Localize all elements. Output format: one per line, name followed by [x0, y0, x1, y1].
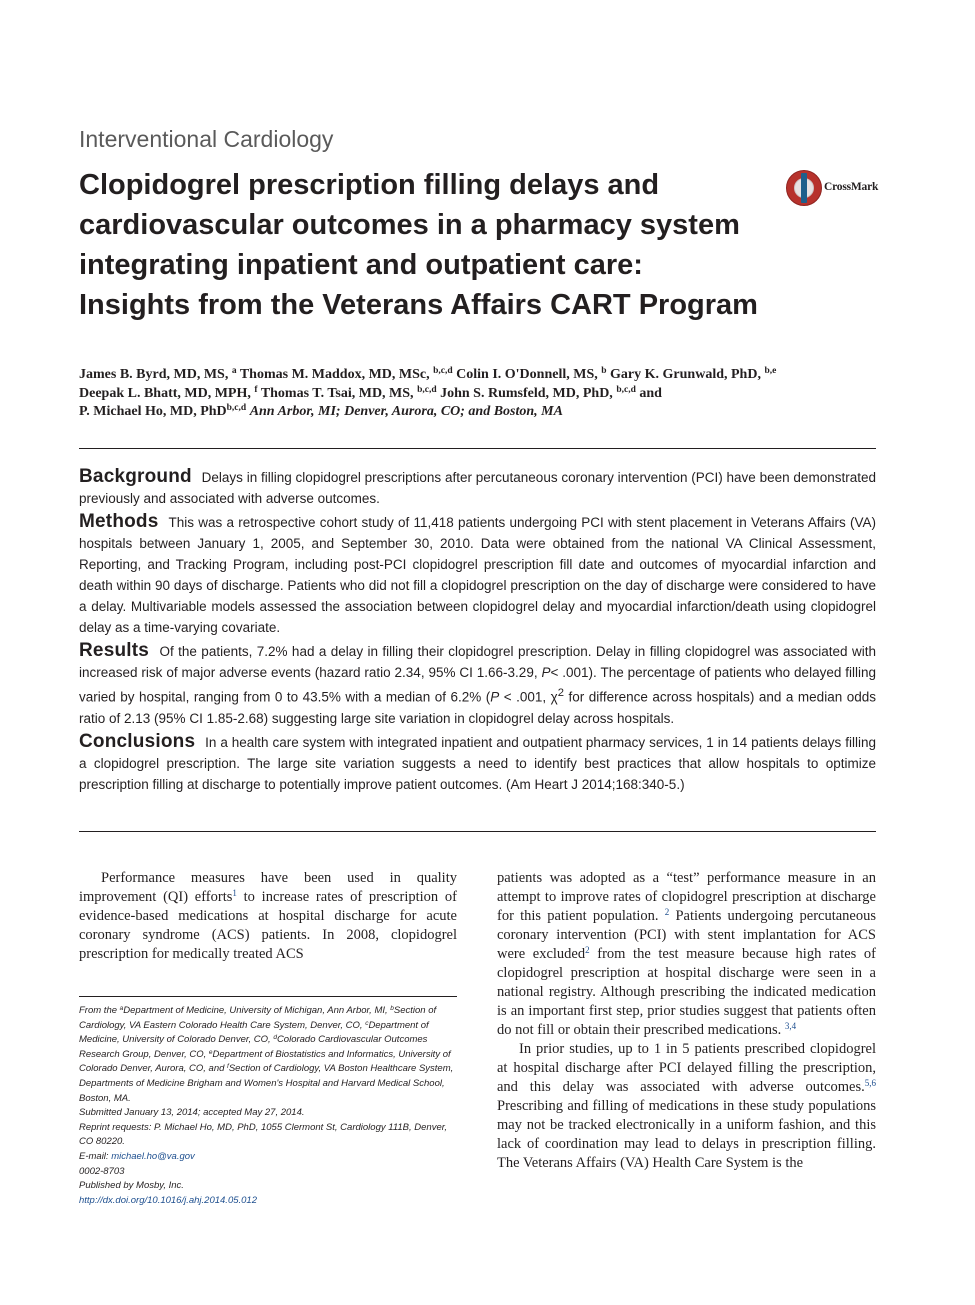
- article-title: Clopidogrel prescription filling delays and cardiovascular outcomes in a pharmacy system integrating inpatient and outpatient care: Insights from the Veterans Affairs CART Program: [79, 169, 758, 321]
- body-right-column: [497, 869, 876, 1173]
- body-text: In prior studies, up to 1 in 5 patients prescribed clopidogrel at hospital discharge after PCI delayed filling the prescription, and this delay was associated with adverse outcomes.: [497, 1041, 876, 1095]
- author-affiliation-mark: b: [601, 366, 607, 376]
- crossmark-icon: [786, 170, 822, 206]
- abstract-text: Of the patients, 7.2% had a delay in filling their clopidogrel prescription. Delay in filling clopidogrel was associated with increased risk of major adverse events (hazard ratio 2.34, 95% CI 1.66-3.29,: [79, 644, 876, 680]
- author: P. Michael Ho, MD, PhD: [79, 404, 227, 419]
- doi-link[interactable]: http://dx.doi.org/10.1016/j.ahj.2014.05.012: [79, 1194, 257, 1206]
- footnote-text: Colorado Cardiovascular Outcomes Research Group, Denver, CO,: [79, 1034, 428, 1060]
- footnote-email: [79, 1150, 457, 1165]
- author-affiliation-mark: b,c,d: [616, 384, 636, 395]
- author-locations: Ann Arbor, MI; Denver, Aurora, CO; and Boston, MA: [249, 404, 563, 419]
- abstract-heading: Background: [79, 466, 192, 487]
- abstract-text: This was a retrospective cohort study of 11,418 patients undergoing PCI with stent placement in Veterans Affairs (VA) hospitals between January 1, 2005, and September 30, 2010. Data were obtained from the national VA Clinical Assessment, Reporting, and Tracking Program, including post-PCI clopidogrel prescription fill date and outcomes of myocardial infarction and death within 90 days of discharge. Patients who did not fill a clopidogrel prescription on the day of discharge were considered to have a delay. Multivariable models assessed the association between clopidogrel delay and myocardial infarction/death using clopidogrel delay as a time-varying covariate.: [79, 515, 876, 635]
- abstract-heading: Results: [79, 640, 150, 661]
- author: Colin I. O'Donnell, MS,: [456, 367, 598, 382]
- abstract-bottom-rule: [79, 831, 876, 832]
- author-affiliation-mark: a: [231, 366, 237, 376]
- author: Thomas T. Tsai, MD, MS,: [260, 385, 414, 401]
- abstract-text: Delays in filling clopidogrel prescriptions after percutaneous coronary intervention (PCI) have been demonstrated previously and associated with adverse outcomes.: [79, 470, 876, 506]
- section-label: Interventional Cardiology: [79, 126, 334, 152]
- author-affiliation-mark: b,c,d: [226, 403, 247, 413]
- abstract-results: [79, 640, 876, 729]
- abstract-superscript: 2: [557, 687, 565, 699]
- body-paragraph: [497, 1040, 876, 1173]
- citation-link[interactable]: 5,6: [864, 1078, 876, 1088]
- author-affiliation-mark: b,c,d: [417, 384, 437, 395]
- footnote-mark: f: [227, 1063, 229, 1071]
- footnote-submitted: Submitted January 13, 2014; accepted May 27, 2014.: [79, 1107, 305, 1119]
- body-text: Prescribing and filling of medications in these study populations may not be tracked electronically in a uniform fashion, and this lack of coordination may lead to delays in prescription filling. The Veterans Affairs (VA) Health Care System is the: [497, 1098, 876, 1171]
- footnote-mark: a: [119, 1005, 124, 1012]
- abstract-heading: Conclusions: [79, 730, 196, 752]
- body-text: to increase rates of prescription of evidence-based medications at hospital discharge for acute coronary syndrome (ACS) patients. In 2008, clopidogrel prescription for medically treated ACS: [79, 889, 457, 962]
- abstract-text: P: [541, 665, 551, 680]
- crossmark-label: CrossMark: [824, 181, 879, 193]
- body-left-column: [79, 869, 457, 964]
- footnote-issn: 0002-8703: [79, 1165, 125, 1177]
- footnote-text: From the: [79, 1005, 118, 1016]
- abstract-methods: [79, 511, 876, 638]
- footnote-affiliations: [79, 1004, 457, 1106]
- citation-link[interactable]: 2: [585, 945, 590, 955]
- email-link[interactable]: michael.ho@va.gov: [111, 1150, 195, 1162]
- footnote-rule: [79, 996, 457, 997]
- footnote-mark: e: [208, 1048, 213, 1056]
- abstract-top-rule: [79, 448, 876, 449]
- body-paragraph: [79, 869, 457, 964]
- author: Deepak L. Bhatt, MD, MPH,: [79, 385, 251, 401]
- footnote-text: Section of Cardiology, VA Eastern Colorado Health Care System, Denver, CO,: [79, 1005, 437, 1031]
- footnote-text: Department of Medicine, University of Colorado Denver, CO,: [79, 1019, 429, 1046]
- citation-link[interactable]: 1: [232, 888, 237, 898]
- abstract-heading: Methods: [79, 511, 159, 532]
- footnotes: [79, 1004, 457, 1208]
- abstract-conclusions: [79, 731, 876, 795]
- footnote-text: Department of Biostatistics and Informatics, University of Colorado Denver, Aurora, CO, and: [79, 1048, 451, 1075]
- abstract-background: [79, 466, 876, 509]
- footnote-mark: b: [390, 1005, 394, 1012]
- author-affiliation-mark: b,c,d: [433, 366, 453, 376]
- footnote-mark: c: [365, 1019, 369, 1027]
- footnote-reprint: Reprint requests: P. Michael Ho, MD, PhD, 1055 Clermont St, Cardiology 111B, Denver, CO 80220.: [79, 1121, 448, 1148]
- citation-link[interactable]: 3,4: [784, 1021, 797, 1031]
- crossmark-badge[interactable]: [786, 170, 886, 206]
- abstract-text: P: [490, 689, 500, 705]
- footnote-publisher: Published by Mosby, Inc.: [79, 1180, 184, 1192]
- author: Thomas M. Maddox, MD, MSc,: [239, 367, 430, 382]
- author: James B. Byrd, MD, MS,: [79, 367, 229, 382]
- body-text: Performance measures have been used in quality improvement (QI) efforts: [79, 870, 457, 905]
- body-text: patients was adopted as a “test” performance measure in an attempt to improve rates of clopidogrel prescription at discharge for this patient population.: [497, 870, 876, 924]
- footnote-mark: d: [273, 1034, 277, 1042]
- author: John S. Rumsfeld, MD, PhD,: [440, 385, 613, 401]
- author-conjunction: and: [639, 385, 662, 401]
- body-text: Patients undergoing percutaneous coronary intervention (PCI) with stent implantation for ACS were excluded: [497, 908, 877, 962]
- footnote-text: Section of Cardiology, VA Boston Healthcare System, Departments of Medicine Brigham and Women's Hospital and Harvard Medical School, Boston, MA.: [79, 1063, 454, 1104]
- citation-link[interactable]: 2: [664, 907, 670, 917]
- author: Gary K. Grunwald, PhD,: [610, 367, 761, 382]
- body-text: from the test measure because high rates of clopidogrel prescription at hospital discharge were seen in a national registry. Although prescribing the indicated medication is an important first step, prior studies suggest that patients often do not fill or obtain their prescribed medications.: [497, 946, 876, 1038]
- author-affiliation-mark: f: [254, 384, 258, 395]
- author-list: [79, 366, 889, 422]
- footnote-text: Department of Medicine, University of Michigan, Ann Arbor, MI,: [123, 1005, 388, 1016]
- abstract-text: < .001). The percentage of patients who delayed filling varied by hospital, ranging from 0 to 43.5% with a median of 6.2% (: [79, 665, 876, 705]
- footnote-email-label: E-mail:: [79, 1150, 109, 1162]
- abstract-text: for difference across hospitals) and a median odds ratio of 2.13 (95% CI 1.85-2.68) suggesting large site variation in clopidogrel delay across hospitals.: [79, 689, 876, 726]
- body-paragraph: [497, 869, 876, 1040]
- abstract: [79, 466, 876, 797]
- abstract-text: < .001, χ: [503, 689, 558, 705]
- abstract-text: In a health care system with integrated inpatient and outpatient pharmacy services, 1 in 14 patients delays filling a clopidogrel prescription. The large site variation suggests a need to identify best practices that allow hospitals to optimize prescription filling at discharge to potentially improve patient outcomes. (Am Heart J 2014;168:340-5.): [79, 734, 876, 792]
- author-affiliation-mark: b,e: [764, 366, 777, 376]
